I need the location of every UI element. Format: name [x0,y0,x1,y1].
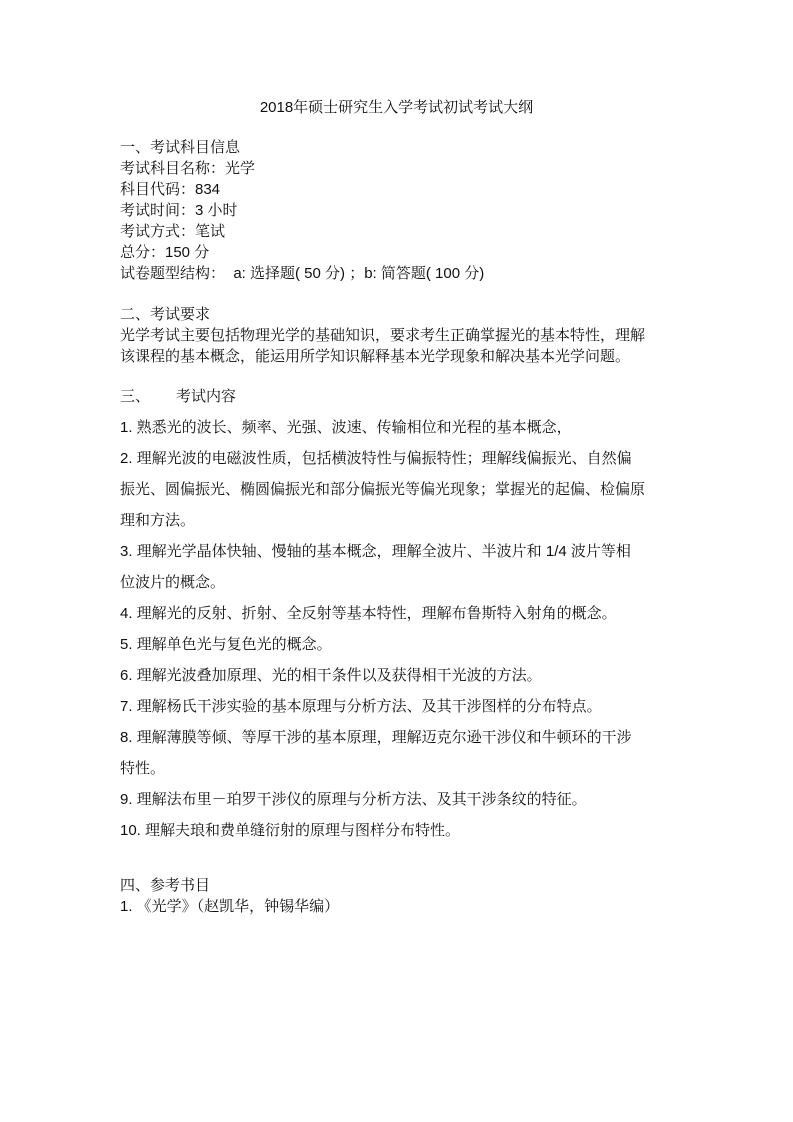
info-line: 考试方式：笔试 [120,223,226,240]
content-item [120,598,645,629]
info-line: 考试时间：3 小时 [120,202,238,219]
content-item [120,722,645,784]
content-item [120,784,645,815]
paragraph-line: 该课程的基本概念，能运用所学知识解释基本光学现象和解决基本光学问题。 [120,348,631,365]
content-item-line: 8. 理解薄膜等倾、等厚干涉的基本原理，理解迈克尔逊干涉仪和牛顿环的干涉 [120,729,632,746]
info-line: 试卷题型结构： a: 选择题( 50 分) ；b: 简答题( 100 分) [120,265,485,282]
content-item-line: 6. 理解光波叠加原理、光的相干条件以及获得相干光波的方法。 [120,667,542,684]
content-item [120,536,645,598]
section-exam-requirements [120,304,645,367]
section-references [120,875,339,917]
content-list [120,412,645,846]
section-heading: 一、考试科目信息 [120,139,241,156]
content-item-line: 1. 熟悉光的波长、频率、光强、波速、传输相位和光程的基本概念， [120,419,572,436]
content-item [120,691,645,722]
content-item-line: 特性。 [120,760,166,777]
content-item-line: 位波片的概念。 [120,574,226,591]
info-line: 总分：150 分 [120,244,210,261]
section-number: 三、 [120,388,151,405]
content-item-line: 振光、圆偏振光、椭圆偏振光和部分偏振光等偏光现象；掌握光的起偏、检偏原 [120,481,646,498]
content-item-line: 理和方法。 [120,512,196,529]
section-exam-content [120,381,645,846]
info-line: 科目代码：834 [120,181,221,198]
section-title: 考试内容 [176,388,237,405]
content-item-line: 3. 理解光学晶体快轴、慢轴的基本概念，理解全波片、半波片和 1/4 波片等相 [120,543,631,560]
content-item-line: 2. 理解光波的电磁波性质，包括横波特性与偏振特性；理解线偏振光、自然偏 [120,450,632,467]
content-item-line: 4. 理解光的反射、折射、全反射等基本特性，理解布鲁斯特入射角的概念。 [120,605,617,622]
section-heading [120,381,645,412]
content-item [120,815,645,846]
content-item-line: 10. 理解夫琅和费单缝衍射的原理与图样分布特性。 [120,822,461,839]
paragraph-line: 光学考试主要包括物理光学的基础知识，要求考生正确掌握光的基本特性，理解 [120,327,646,344]
content-item-line: 5. 理解单色光与复色光的概念。 [120,636,332,653]
content-item-line: 7. 理解杨氏干涉实验的基本原理与分析方法、及其干涉图样的分布特点。 [120,698,602,715]
content-item-line: 9. 理解法布里－珀罗干涉仪的原理与分析方法、及其干涉条纹的特征。 [120,791,587,808]
info-line: 考试科目名称：光学 [120,160,256,177]
content-item [120,443,645,536]
content-item [120,629,645,660]
content-item [120,412,645,443]
reference-item: 1. 《光学》（赵凯华，钟锡华编） [120,898,340,915]
document-title: 2018年硕士研究生入学考试初试考试大纲 [259,99,534,116]
section-heading: 四、参考书目 [120,877,211,894]
section-exam-info [120,137,484,284]
section-heading: 二、考试要求 [120,306,211,323]
content-item [120,660,645,691]
